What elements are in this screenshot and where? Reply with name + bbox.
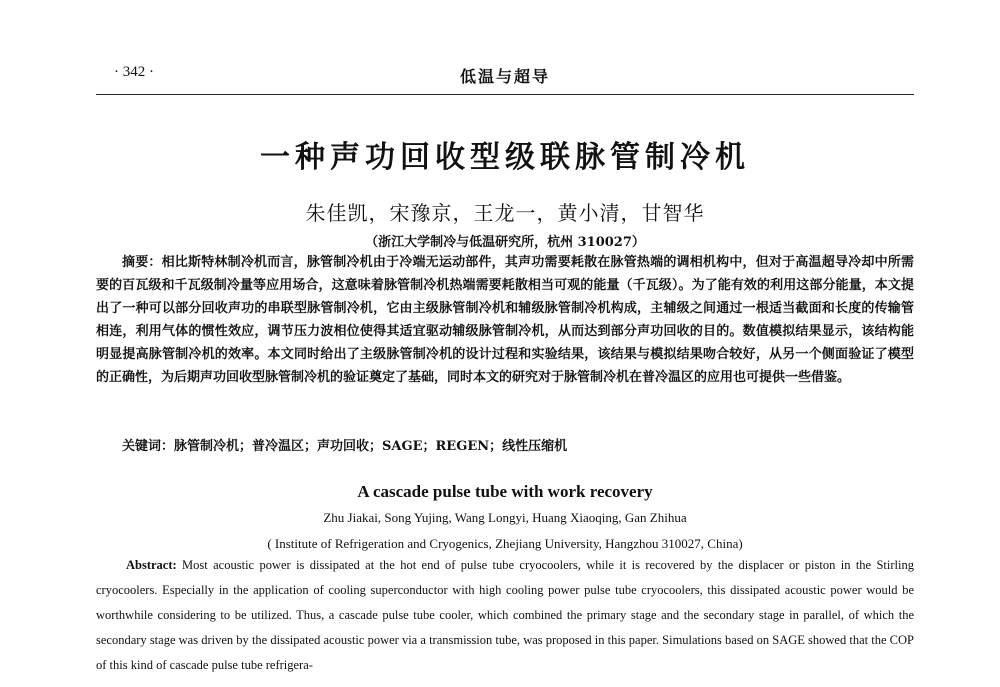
english-abstract-label: Abstract: [126, 558, 177, 572]
header-rule [96, 94, 914, 95]
chinese-authors: 朱佳凯，宋豫京，王龙一，黄小清，甘智华 [305, 201, 705, 225]
chinese-keywords-text: 脉管制冷机；普冷温区；声功回收；SAGE；REGEN；线性压缩机 [174, 439, 568, 454]
running-header [96, 64, 914, 88]
journal-name: 低温与超导 [459, 67, 550, 86]
chinese-keywords-label: 关键词： [122, 439, 175, 454]
english-authors: Zhu Jiakai, Song Yujing, Wang Longyi, Huang Xiaoqing, Gan Zhihua [323, 510, 687, 525]
english-title: A cascade pulse tube with work recovery [357, 482, 653, 501]
chinese-keywords [96, 435, 914, 458]
chinese-abstract [96, 251, 914, 389]
chinese-abstract-label: 摘要： [122, 255, 162, 270]
page-number: · 342 · [114, 64, 154, 80]
english-abstract [96, 553, 914, 678]
chinese-title: 一种声功回收型级联脉管制冷机 [260, 140, 750, 175]
chinese-affiliation: （浙江大学制冷与低温研究所，杭州 310027） [365, 235, 645, 250]
english-abstract-text: Most acoustic power is dissipated at the hot end of pulse tube cryocoolers, while it is recovered by the displacer or piston in the Stirling cryocoolers. Especially in the application of cooling superconductor with high cooling power pulse tube cryocoolers, this dissipated acoustic power would be worthwhile considering to be utilized. Thus, a cascade pulse tube cooler, which combined the primary stage and the secondary stage in parallel, of which the secondary stage was driven by the dissipated acoustic power via a transmission tube, was proposed in this paper. Simulations based on SAGE showed that the COP of this kind of cascade pulse tube refrigera- [96, 558, 914, 672]
chinese-abstract-text: 相比斯特林制冷机而言，脉管制冷机由于冷端无运动部件，其声功需要耗散在脉管热端的调相机构中，但对于高温超导冷却中所需要的百瓦级和千瓦级制冷量等应用场合，这意味着脉管制冷机热端需要耗散相当可观的能量（千瓦级）。为了能有效的利用这部分能量，本文提出了一种可以部分回收声功的串联型脉管制冷机，它由主级脉管制冷机和辅级脉管制冷机构成，主辅级之间通过一根适当截面和长度的传输管相连，利用气体的惯性效应，调节压力波相位使得其适宜驱动辅级脉管制冷机，从而达到部分声功回收的目的。数值模拟结果显示，该结构能明显提高脉管制冷机的效率。本文同时给出了主级脉管制冷机的设计过程和实验结果，该结果与模拟结果吻合较好，从另一个侧面验证了模型的正确性，为后期声功回收型脉管制冷机的验证奠定了基础，同时本文的研究对于脉管制冷机在普冷温区的应用也可提供一些借鉴。 [96, 255, 914, 385]
english-affiliation: ( Institute of Refrigeration and Cryogenics, Zhejiang University, Hangzhou 310027, China) [267, 536, 743, 551]
